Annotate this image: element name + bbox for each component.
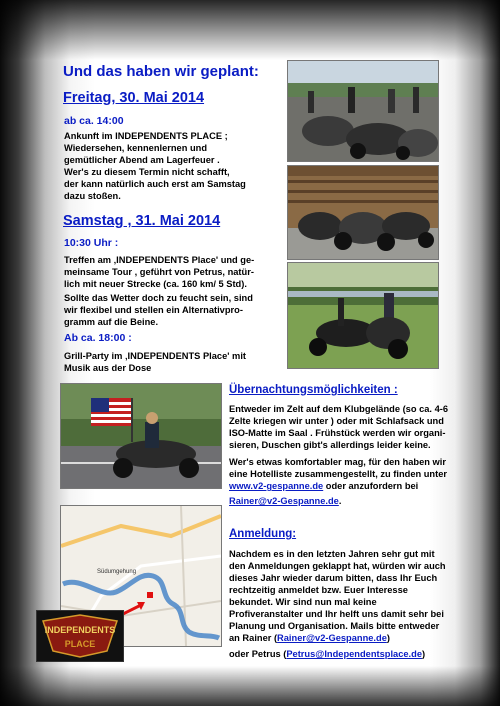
registration-rainer-line bbox=[229, 632, 454, 644]
photo-sidecar-meadow bbox=[287, 262, 439, 369]
saturday-weather-text bbox=[64, 292, 284, 328]
saturday-tour-text bbox=[64, 254, 284, 290]
accommodation-line: ISO-Matte im Saal . Frühstück werden wir organi- bbox=[229, 428, 446, 438]
accommodation-line: Zelte kriegen wir unter ) oder mit Schlafsack und bbox=[229, 416, 444, 426]
map-road-label: Südumgehung bbox=[97, 569, 137, 575]
website-link[interactable]: www.v2-gespanne.de bbox=[229, 481, 324, 491]
photo-sidecar-group bbox=[287, 60, 439, 162]
friday-text bbox=[64, 130, 284, 202]
registration-line: Planung und Organisation. Mails bitte entweder bbox=[229, 621, 440, 631]
saturday-line: meinsame Tour , geführt von Petrus, natür- bbox=[64, 267, 254, 277]
saturday-line: Treffen am ‚INDEPENDENTS Place' und ge- bbox=[64, 255, 255, 265]
location-marker-icon bbox=[147, 592, 153, 598]
saturday-line: lich mit neuer Strecke (ca. 160 km/ 5 Std). bbox=[64, 279, 247, 289]
petrus-prefix: oder Petrus ( bbox=[229, 649, 287, 659]
registration-title: Anmeldung: bbox=[229, 528, 297, 540]
registration-line: dieses Jahr wieder darum bitten, dass Ihr Euch bbox=[229, 573, 438, 583]
logo-text-1: INDEPENDENTS bbox=[44, 625, 116, 635]
registration-line: rechtzeitig anmeldet bzw. Euer Interesse bbox=[229, 585, 408, 595]
independents-place-logo bbox=[36, 610, 124, 662]
friday-line: Wiedersehen, kennenlernen und bbox=[64, 143, 208, 153]
petrus-suffix: ) bbox=[421, 649, 426, 659]
friday-line: dazu stoßen. bbox=[64, 191, 121, 201]
saturday-line: Grill-Party im ‚INDEPENDENTS Place' mit bbox=[64, 351, 247, 361]
friday-line: Ankunft im INDEPENDENTS PLACE ; bbox=[64, 131, 228, 141]
friday-title: Freitag, 30. Mai 2014 bbox=[63, 90, 205, 106]
rainer-email-link[interactable]: Rainer@v2-Gespanne.de bbox=[229, 496, 339, 506]
saturday-time-1800: Ab ca. 18:00 : bbox=[64, 332, 132, 344]
registration-text bbox=[229, 548, 454, 660]
accommodation-line: Entweder im Zelt auf dem Klubgelände (so ca. 4-6 bbox=[229, 404, 449, 414]
registration-line: Nachdem es in den letzten Jahren sehr gut mit bbox=[229, 549, 435, 559]
saturday-title: Samstag , 31. Mai 2014 bbox=[63, 213, 221, 229]
saturday-line: gramm auf die Beine. bbox=[64, 317, 159, 327]
saturday-grill-text bbox=[64, 350, 284, 374]
saturday-line: Sollte das Wetter doch zu feucht sein, sind bbox=[64, 293, 253, 303]
accommodation-line: Wer's etwas komfortabler mag, für den haben wir bbox=[229, 457, 446, 467]
accommodation-links-line bbox=[229, 480, 454, 492]
registration-petrus-line bbox=[229, 648, 454, 660]
accommodation-line: sieren, Duschen gibt's allerdings leider keine. bbox=[229, 440, 431, 450]
saturday-line: wir flexibel und stellen ein Alternativpro- bbox=[64, 305, 243, 315]
saturday-time-1030: 10:30 Uhr : bbox=[64, 237, 119, 249]
accommodation-text bbox=[229, 403, 454, 507]
registration-line: Profiveranstalter und Ihr helft uns damit sehr bei bbox=[229, 609, 444, 619]
accommodation-title: Übernachtungsmöglichkeiten : bbox=[229, 384, 398, 396]
accommodation-line: eine Hotelliste zusammengestellt, zu finden unter bbox=[229, 469, 448, 479]
photo-flag-rider bbox=[60, 383, 222, 489]
rainer-prefix: an Rainer ( bbox=[229, 633, 278, 643]
friday-time: ab ca. 14:00 bbox=[64, 115, 124, 127]
friday-line: Wer's zu diesem Termin nicht schafft, bbox=[64, 167, 230, 177]
link-connector-text: oder anzufordern bei bbox=[323, 481, 419, 491]
rainer-suffix: ) bbox=[386, 633, 390, 643]
registration-petrus-email-link[interactable]: Petrus@Independentsplace.de bbox=[286, 649, 422, 659]
registration-line: den Anmeldungen geklappt hat, würden wir auch bbox=[229, 561, 446, 571]
logo-text-2: PLACE bbox=[64, 639, 96, 649]
email-period: . bbox=[338, 496, 342, 506]
plan-heading: Und das haben wir geplant: bbox=[63, 63, 259, 80]
saturday-line: Musik aus der Dose bbox=[64, 363, 152, 373]
friday-line: gemütlicher Abend am Lagerfeuer . bbox=[64, 155, 220, 165]
registration-line: bekundet. Wir sind nun mal keine bbox=[229, 597, 377, 607]
accommodation-email-line bbox=[229, 495, 454, 507]
friday-line: der kann natürlich auch erst am Samstag bbox=[64, 179, 246, 189]
registration-rainer-email-link[interactable]: Rainer@v2-Gespanne.de bbox=[277, 633, 387, 643]
photo-bikes-wooden-wall bbox=[287, 165, 439, 260]
